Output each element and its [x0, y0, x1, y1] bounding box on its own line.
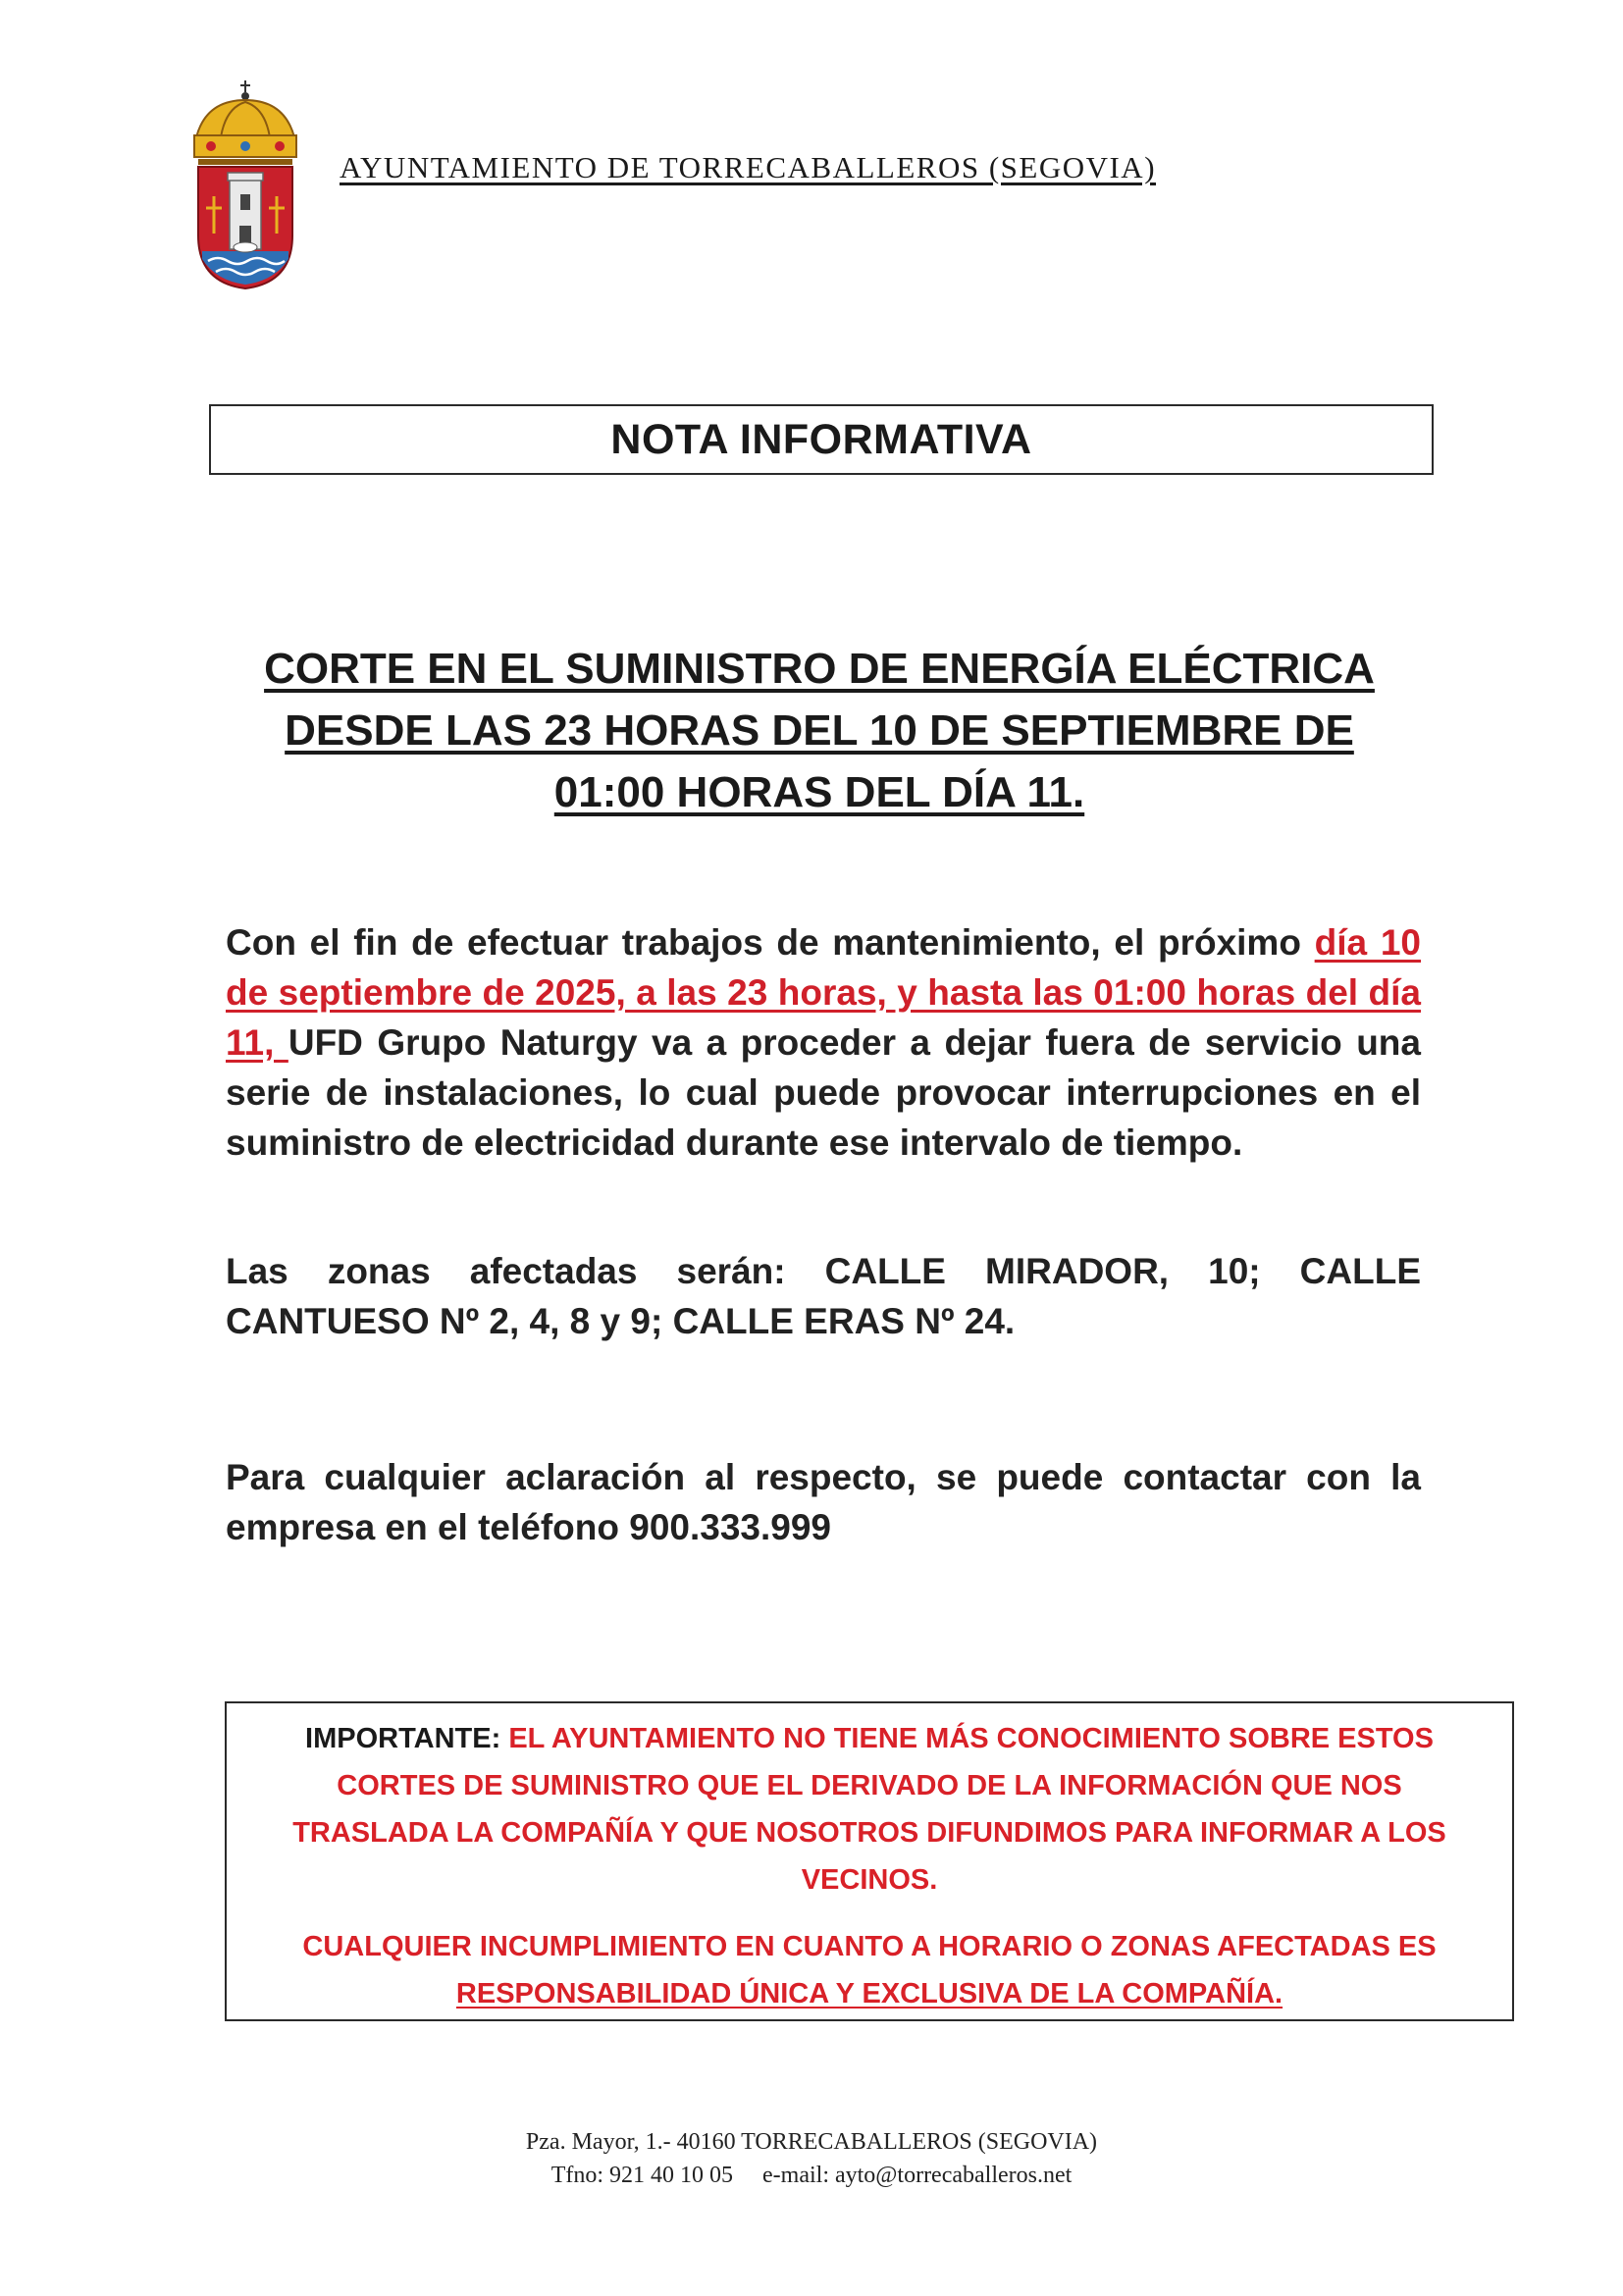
organization-name: AYUNTAMIENTO DE TORRECABALLEROS (SEGOVIA): [340, 150, 1157, 184]
footer-contact: [0, 2163, 1623, 2189]
headline-line-3: 01:00 HORAS DEL DÍA 11.: [553, 768, 1085, 816]
headline-line-2: DESDE LAS 23 HORAS DEL 10 DE SEPTIEMBRE DE: [285, 706, 1354, 755]
notice-text-2-line-1: CUALQUIER INCUMPLIMIENTO EN CUANTO A HORARIO O ZONAS AFECTADAS ES: [302, 1931, 1437, 1962]
title-box: [209, 404, 1434, 475]
notice-text-2-line-2: RESPONSABILIDAD ÚNICA Y EXCLUSIVA DE LA COMPAÑÍA.: [455, 1978, 1283, 2009]
municipal-coat-of-arms-icon: [186, 78, 304, 294]
footer-email: e-mail: ayto@torrecaballeros.net: [762, 2163, 1073, 2188]
paragraph-maintenance-start: Con el fin de efectuar trabajos de mantenimiento, el próximo: [226, 922, 1315, 963]
notice-label: IMPORTANTE:: [305, 1723, 509, 1754]
paragraph-maintenance-end: UFD Grupo Naturgy va a proceder a dejar fuera de servicio una serie de instalaciones, lo cual puede provocar interrupciones en el suministro de electricidad durante ese intervalo de tiempo.: [226, 1022, 1421, 1163]
paragraph-contact: Para cualquier aclaración al respecto, se puede contactar con la empresa en el teléfono 900.333.999: [226, 1457, 1421, 1547]
footer-address: Pza. Mayor, 1.- 40160 TORRECABALLEROS (SEGOVIA): [525, 2129, 1098, 2155]
important-notice-box: [225, 1701, 1514, 2021]
outage-date-highlight: día 10 de septiembre de 2025, a las 23 horas, y hasta las 01:00 horas del día 11,: [226, 922, 1421, 1063]
headline: [177, 638, 1462, 823]
notice-paragraph-2: [256, 1923, 1483, 2017]
notice-text-1: EL AYUNTAMIENTO NO TIENE MÁS CONOCIMIENTO SOBRE ESTOS CORTES DE SUMINISTRO QUE EL DERIVADO DE LA INFORMACIÓN QUE NOS TRASLADA LA COMPAÑÍA Y QUE NOSOTROS DIFUNDIMOS PARA INFORMAR A LOS VECINOS.: [292, 1723, 1446, 1896]
notice-paragraph-1: [256, 1715, 1483, 1904]
page-title: NOTA INFORMATIVA: [610, 415, 1032, 463]
headline-line-1: CORTE EN EL SUMINISTRO DE ENERGÍA ELÉCTRICA: [264, 645, 1375, 693]
paragraph-affected-zones: Las zonas afectadas serán: CALLE MIRADOR, 10; CALLE CANTUESO Nº 2, 4, 8 y 9; CALLE ERAS Nº 24.: [226, 1251, 1421, 1341]
paragraph-maintenance: [226, 917, 1421, 1168]
footer-phone: Tfno: 921 40 10 05: [550, 2163, 734, 2188]
